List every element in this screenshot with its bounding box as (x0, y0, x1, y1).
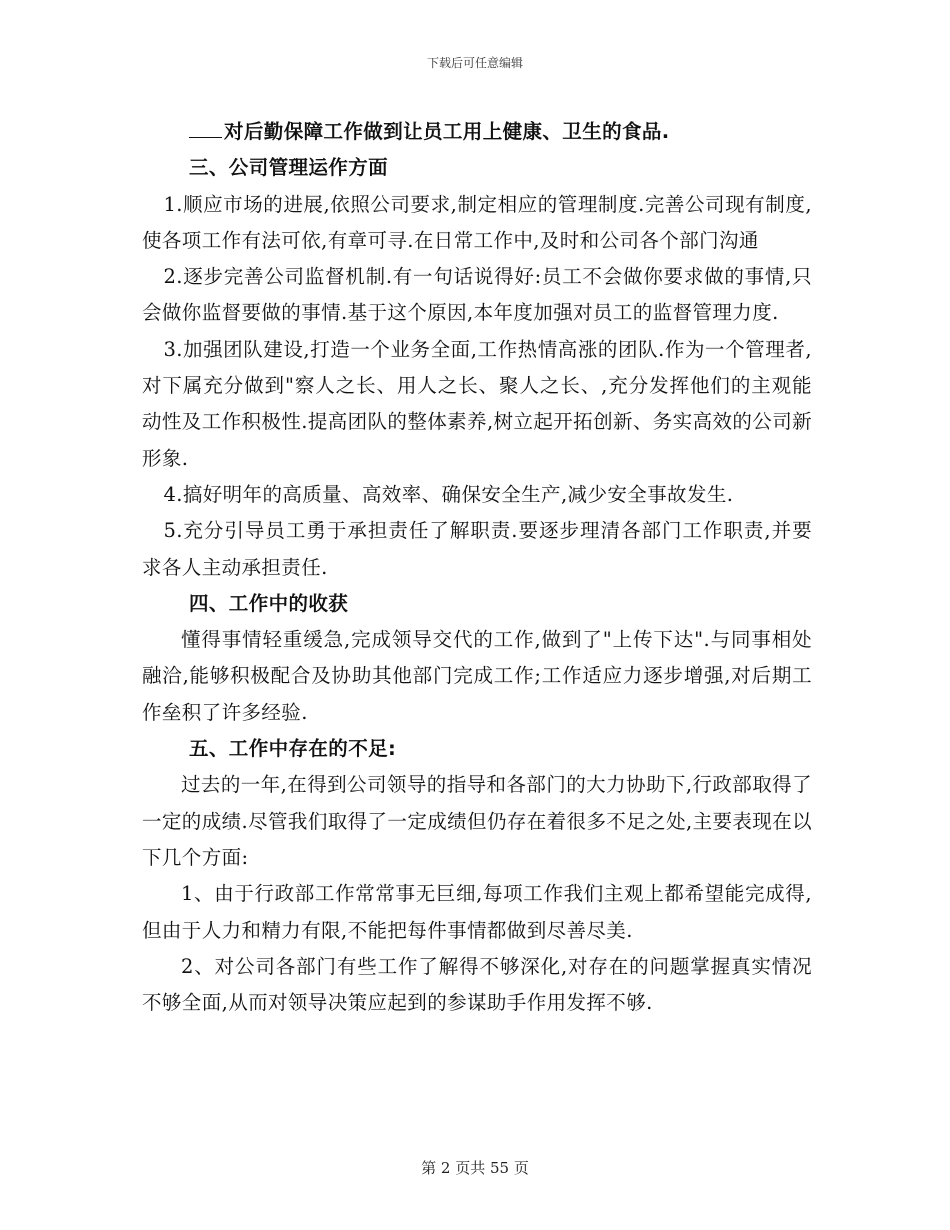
intro-line (142, 114, 812, 150)
section-5-paragraph-3: 2、对公司各部门有些工作了解得不够深化,对存在的问题掌握真实情况不够全面,从而对领导决策应起到的参谋助手作用发挥不够. (142, 954, 812, 1015)
section-3-paragraph-3: 3.加强团队建设,打造一个业务全面,工作热情高涨的团队.作为一个管理者,对下属充分做到"察人之长、用人之长、聚人之长、,充分发挥他们的主观能动性及工作积极性.提高团队的整体素养,树立起开拓创新、务实高效的公司新形象. (142, 337, 812, 470)
section-3-paragraph-5: 5.充分引导员工勇于承担责任了解职责.要逐步理清各部门工作职责,并要求各人主动承担责任. (142, 519, 812, 579)
section-3-paragraph-2: 2.逐步完善公司监督机制.有一句话说得好:员工不会做你要求做的事情,只会做你监督要做的事情.基于这个原因,本年度加强对员工的监督管理力度. (142, 265, 812, 325)
section-3-paragraph-1: 1.顺应市场的进展,依照公司要求,制定相应的管理制度.完善公司现有制度,使各项工作有法可依,有章可寻.在日常工作中,及时和公司各个部门沟通 (142, 192, 812, 252)
section-5-title: 五、工作中存在的不足: (189, 737, 397, 761)
section-4-title: 四、工作中的收获 (189, 591, 349, 615)
section-3-paragraph-4: 4.搞好明年的高质量、高效率、确保安全生产,减少安全事故发生. (163, 482, 734, 506)
section-3-title: 三、公司管理运作方面 (189, 156, 389, 180)
section-4-paragraph-1: 懂得事情轻重缓急,完成领导交代的工作,做到了"上传下达".与同事相处融洽,能够积极配合及协助其他部门完成工作;工作适应力逐步增强,对后期工作垒积了许多经验. (142, 628, 812, 724)
page-footer: 第 2 页共 55 页 (421, 1159, 529, 1177)
document-body (142, 114, 812, 1021)
section-5-paragraph-1: 过去的一年,在得到公司领导的指导和各部门的大力协助下,行政部取得了一定的成绩.尽管我们取得了一定成绩但仍存在着很多不足之处,主要表现在以下几个方面: (142, 773, 812, 869)
intro-text: 对后勤保障工作做到让员工用上健康、卫生的食品. (224, 120, 670, 143)
page-header: 下载后可任意编辑 (426, 56, 523, 70)
blank-underline (189, 119, 222, 138)
section-5-paragraph-2: 1、由于行政部工作常常事无巨细,每项工作我们主观上都希望能完成得,但由于人力和精力有限,不能把每件事情都做到尽善尽美. (142, 882, 812, 942)
